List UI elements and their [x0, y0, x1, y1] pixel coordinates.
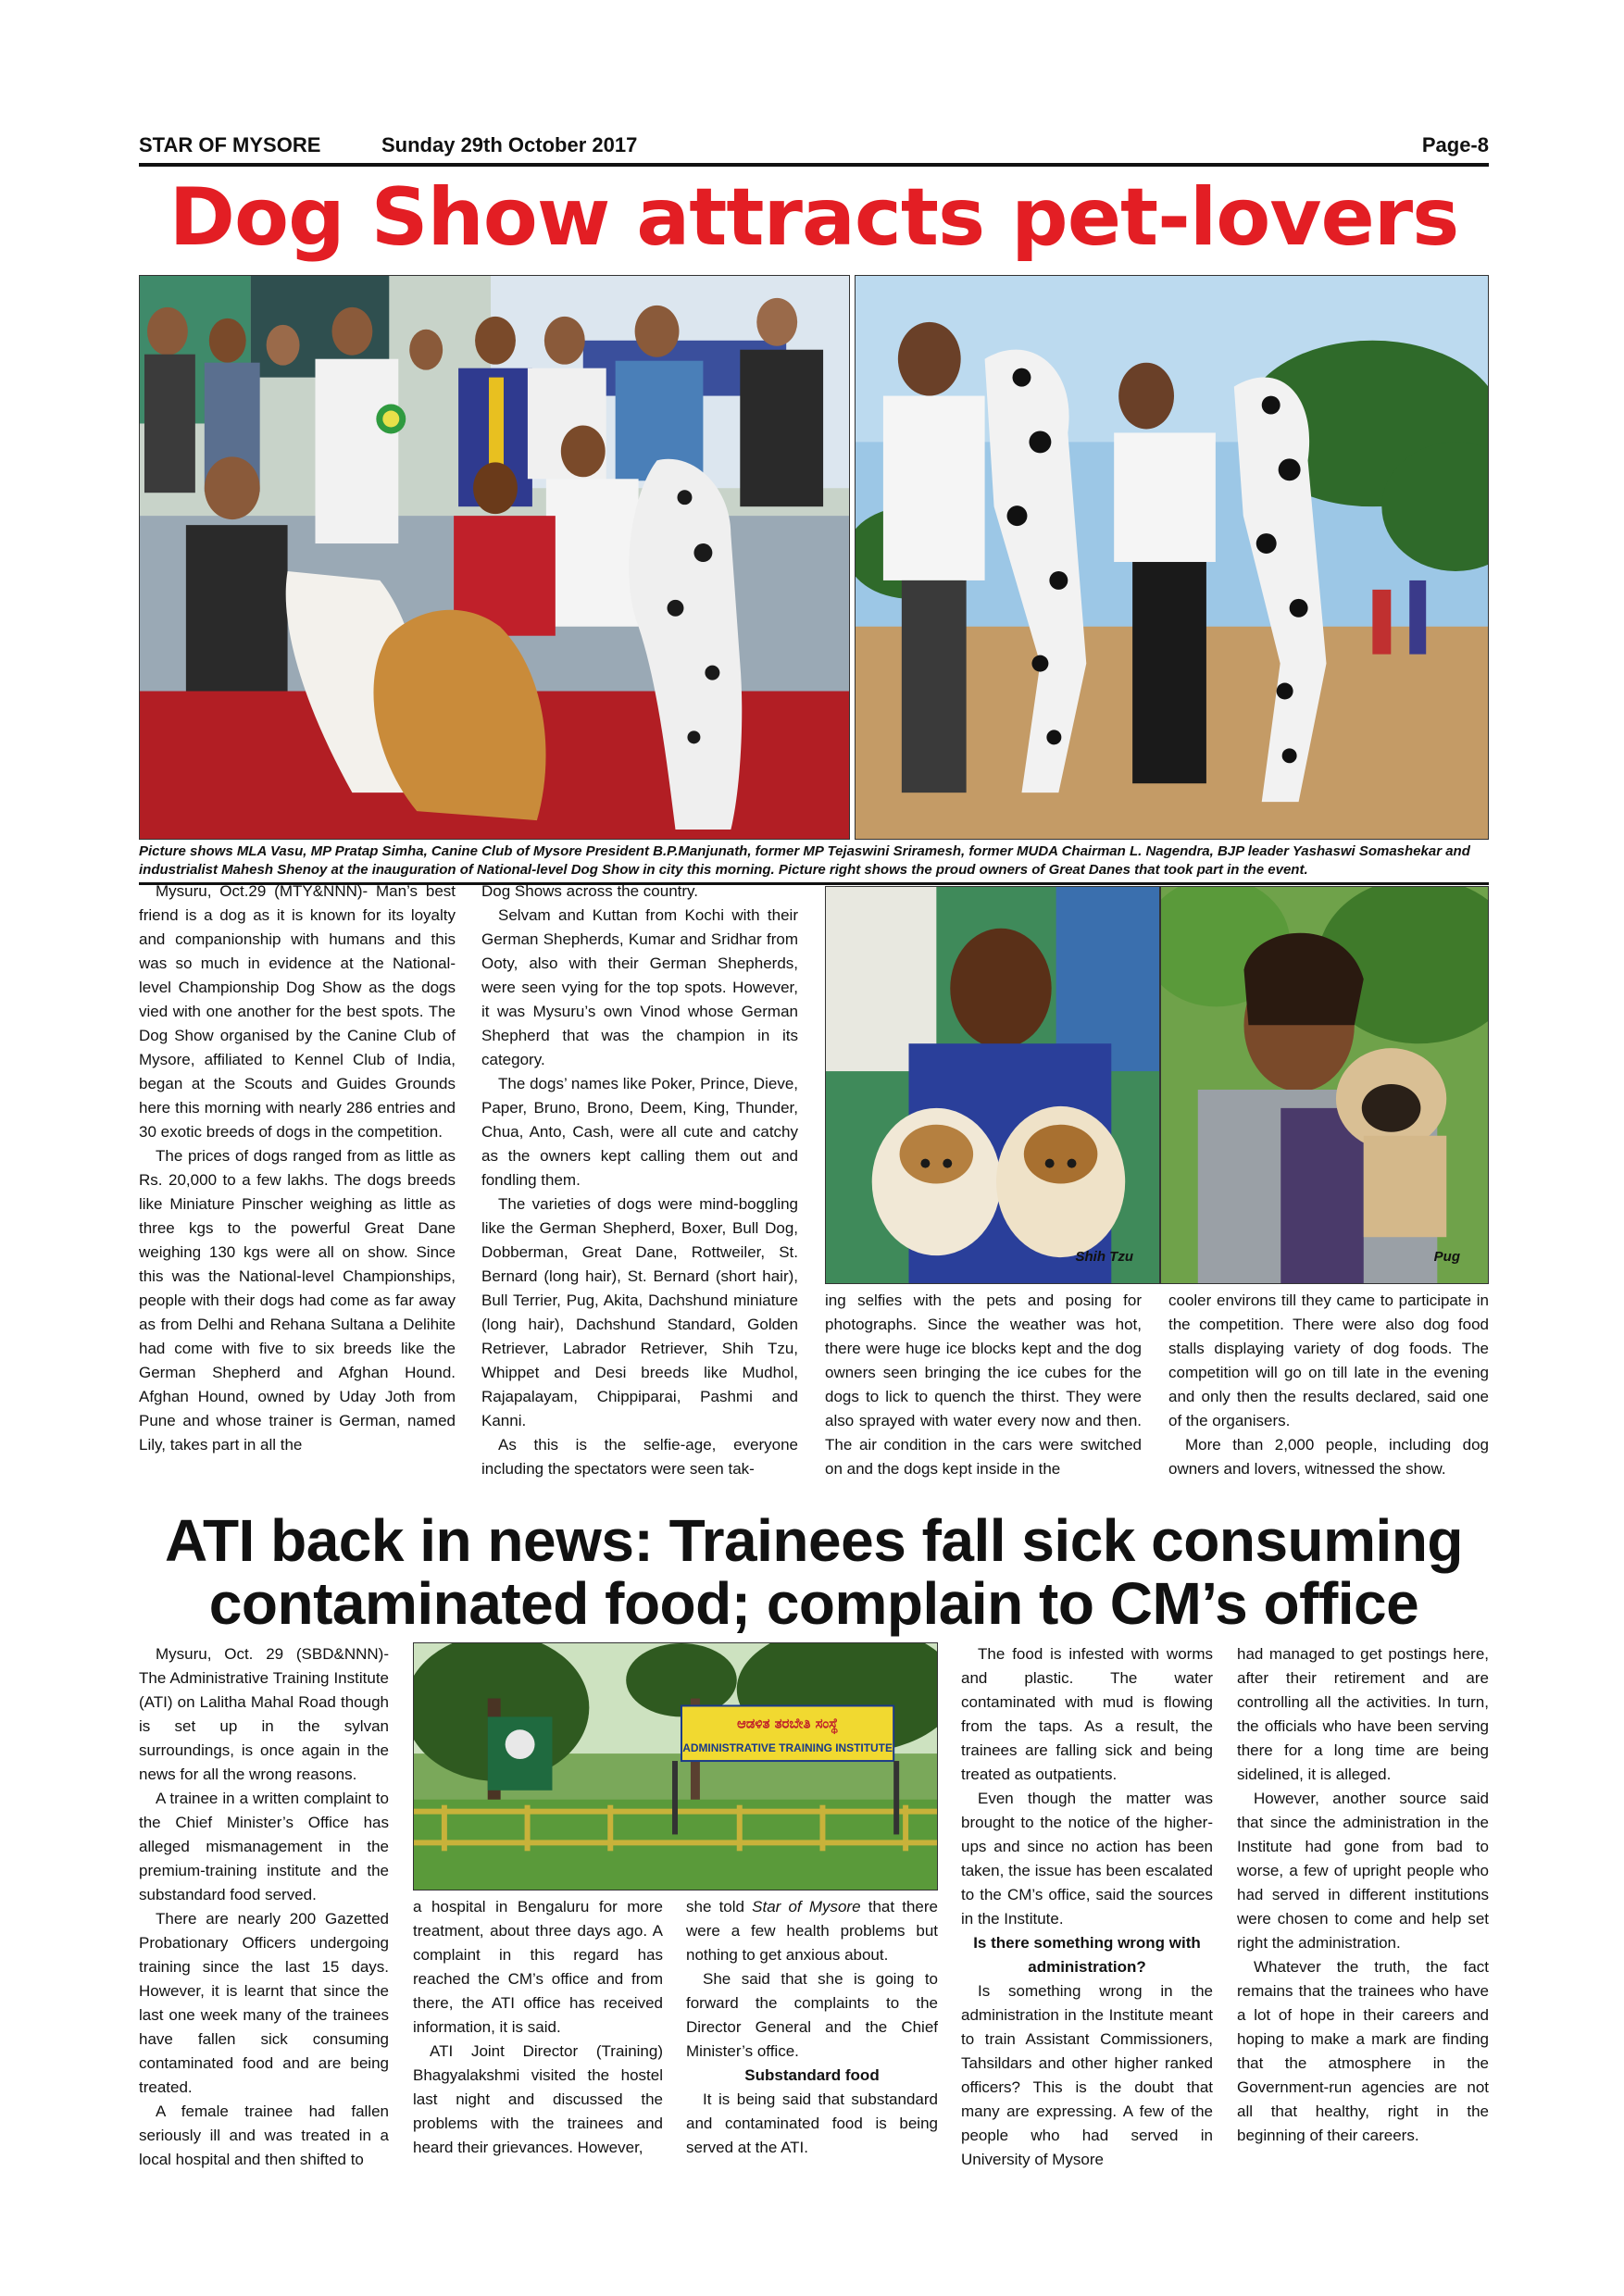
- story1-column-2: [481, 880, 798, 1481]
- story2-column-1: [139, 1642, 389, 2172]
- story1-column-3: [825, 1289, 1142, 1481]
- paragraph: cooler environs till they came to participate in the competition. There were also dog food stalls displaying variety of dog foods. The competition will go on till late in the evening and only then the results declared, said one of the organisers.: [1168, 1292, 1489, 1429]
- ati-sign-english: ADMINISTRATIVE TRAINING INSTITUTE: [682, 1741, 893, 1755]
- story2-column-4: [961, 1642, 1213, 2172]
- paragraph: ATI Joint Director (Training) Bhagyalakshmi visited the hostel last night and discussed the problems with the trainees and heard their grievances. However,: [413, 2042, 663, 2156]
- headline-line-2: contaminated food; complain to CM’s office: [208, 1570, 1419, 1637]
- paragraph: Is something wrong in the administration in the Institute meant to train Assistant Commissioners, Tahsildars and other higher ranked officers? This is the doubt that many are expressing. A few of the people who had served in University of Mysore: [961, 1982, 1213, 2168]
- paragraph: Whatever the truth, the fact remains that the trainees who have a lot of hope in their careers and hoping to make a mark are finding that the atmosphere in the Government-run agencies are not all that healthy, right in the beginning of their careers.: [1237, 1958, 1489, 2144]
- paragraph: a hospital in Bengaluru for more treatment, about three days ago. A complaint in this regard has reached the CM’s office and from there, the ATI office has received information, it is said.: [413, 1898, 663, 2036]
- paragraph: A trainee in a written complaint to the Chief Minister’s Office has alleged mismanagement in the premium-training institute and the substandard food served.: [139, 1790, 389, 1903]
- paragraph: Even though the matter was brought to the notice of the higher-ups and since no action has been taken, the issue has been escalated to the CM’s office, said the sources in the Institute.: [961, 1790, 1213, 1928]
- headline-dog-show: Dog Show attracts pet-lovers: [169, 171, 1459, 264]
- ati-sign-kannada: ಆಡಳಿತ ತರಬೇತಿ ಸಂಸ್ಥೆ: [736, 1715, 839, 1732]
- story1-column-4: [1168, 1289, 1489, 1481]
- photo-shih-tzu: [825, 886, 1160, 1284]
- paragraph: had managed to get postings here, after their retirement and are controlling all the activities. In turn, the officials who have been serving there for a long time are being sidelined, it is alleged.: [1237, 1645, 1489, 1783]
- headline-line-1: ATI back in news: Trainees fall sick consuming: [164, 1507, 1464, 1574]
- paragraph: ing selfies with the pets and posing for photographs. Since the weather was hot, there were huge ice blocks kept and the dog owners seen bringing the ice cubes for the dogs to lick to quench the thirst. They were also sprayed with water every now and then. The air condition in the cars were switched on and the dogs kept inside in the: [825, 1292, 1142, 1478]
- photo-caption: Picture shows MLA Vasu, MP Pratap Simha, Canine Club of Mysore President B.P.Manjunath, former MP Tejaswini Sriramesh, former MUDA Chairman L. Nagendra, BJP leader Yashaswi Somashekar and industrialist Mahesh Shenoy at the inauguration of National-level Dog Show in city this morning. Picture right shows the proud owners of Great Danes that took part in the event.: [139, 842, 1489, 885]
- paragraph: Mysuru, Oct. 29 (SBD&NNN)- The Administrative Training Institute (ATI) on Lalitha Mahal Road though is set up in the sylvan surroundings, is once again in the news for all the wrong reasons.: [139, 1645, 389, 1783]
- page-header: [139, 130, 1489, 167]
- paragraph: A female trainee had fallen seriously ill and was treated in a local hospital and then shifted to: [139, 2103, 389, 2168]
- paragraph: There are nearly 200 Gazetted Probationary Officers undergoing training since the last 15 days. However, it is learnt that since the last one week many of the trainees have fallen sick consuming contaminated food and are being treated.: [139, 1910, 389, 2096]
- page-number: Page-8: [1421, 133, 1489, 156]
- paragraph: However, another source said that since the administration in the Institute had gone from bad to worse, a few of upright people who had served in different institutions were chosen to come and help set right the administration.: [1237, 1790, 1489, 1952]
- photo-label-pug: Pug: [1433, 1249, 1460, 1265]
- text-run: that there were a few health problems but nothing to get anxious about.: [686, 1898, 938, 1964]
- subheading: Is there something wrong with administration?: [973, 1934, 1201, 1976]
- paragraph: The dogs’ names like Poker, Prince, Dieve, Paper, Bruno, Brono, Deem, King, Thunder, Chua, Anto, Cash, were all cute and catchy as the owners kept calling them out and fondling them.: [481, 1075, 798, 1189]
- subheading: Substandard food: [744, 2066, 880, 2084]
- paragraph: Dog Shows across the country.: [481, 882, 699, 900]
- paragraph: [686, 1895, 938, 1967]
- paragraph: More than 2,000 people, including dog owners and lovers, witnessed the show.: [1168, 1436, 1489, 1478]
- photo-inauguration: [139, 275, 850, 840]
- paragraph: The food is infested with worms and plastic. The water contaminated with mud is flowing from the taps. As a result, the trainees are falling sick and being treated as outpatients.: [961, 1645, 1213, 1783]
- photo-pug: [1160, 886, 1489, 1284]
- publication-name: Star of Mysore: [752, 1898, 861, 1915]
- issue-date: Sunday 29th October 2017: [381, 133, 638, 156]
- story2-column-2: [413, 1895, 663, 2160]
- photo-label-shih-tzu: Shih Tzu: [1075, 1249, 1133, 1265]
- paragraph: It is being said that substandard and contaminated food is being served at the ATI.: [686, 2090, 938, 2156]
- headline-ati: [139, 1509, 1489, 1635]
- story1-column-1: [139, 880, 456, 1457]
- paragraph: As this is the selfie-age, everyone including the spectators were seen tak-: [481, 1436, 798, 1478]
- paragraph: Selvam and Kuttan from Kochi with their German Shepherds, Kumar and Sridhar from Ooty, also with their German Shepherds, were seen vying for the top spots. However, it was Mysuru’s own Vinod whose German Shepherd that was the champion in its category.: [481, 906, 798, 1068]
- text-run: she told: [686, 1898, 753, 1915]
- photo-ati-entrance: [413, 1642, 938, 1890]
- story2-column-3: [686, 1895, 938, 2160]
- newspaper-name: STAR OF MYSORE: [139, 133, 321, 156]
- paragraph: The prices of dogs ranged from as little as Rs. 20,000 to a few lakhs. The dogs breeds like Miniature Pinscher weighing as little as three kgs to the powerful Great Dane weighing 130 kgs were all on show. Since this was the National-level Championships, people with their dogs had come as far away as from Delhi and Rehana Sultana a Delihite had come with five to six breeds like the German Shepherd and Afghan Hound. Afghan Hound, owned by Uday Joth from Pune and whose trainer is German, named Lily, takes part in all the: [139, 1147, 456, 1454]
- paragraph: Mysuru, Oct.29 (MTY&NNN)- Man’s best friend is a dog as it is known for its loyalty and companionship with humans and this was so much in evidence at the National-level Championship Dog Show as the dogs vied with one another for the best spots. The Dog Show organised by the Canine Club of Mysore, affiliated to Kennel Club of India, began at the Scouts and Guides Grounds here this morning with nearly 286 entries and 30 exotic breeds of dogs in the competition.: [139, 882, 456, 1141]
- paragraph: She said that she is going to forward the complaints to the Director General and the Chief Minister’s office.: [686, 1970, 938, 2060]
- paragraph: The varieties of dogs were mind-boggling like the German Shepherd, Boxer, Bull Dog, Dobberman, Great Dane, Rottweiler, St. Bernard (long hair), St. Bernard (short hair), Bull Terrier, Pug, Akita, Dachshund miniature (long hair), Dachshund Standard, Golden Retriever, Labrador Retriever, Shih Tzu, Whippet and Desi breeds like Mudhol, Rajapalayam, Chippiparai, Pashmi and Kanni.: [481, 1195, 798, 1429]
- story2-column-5: [1237, 1642, 1489, 2148]
- photo-great-danes: [855, 275, 1489, 840]
